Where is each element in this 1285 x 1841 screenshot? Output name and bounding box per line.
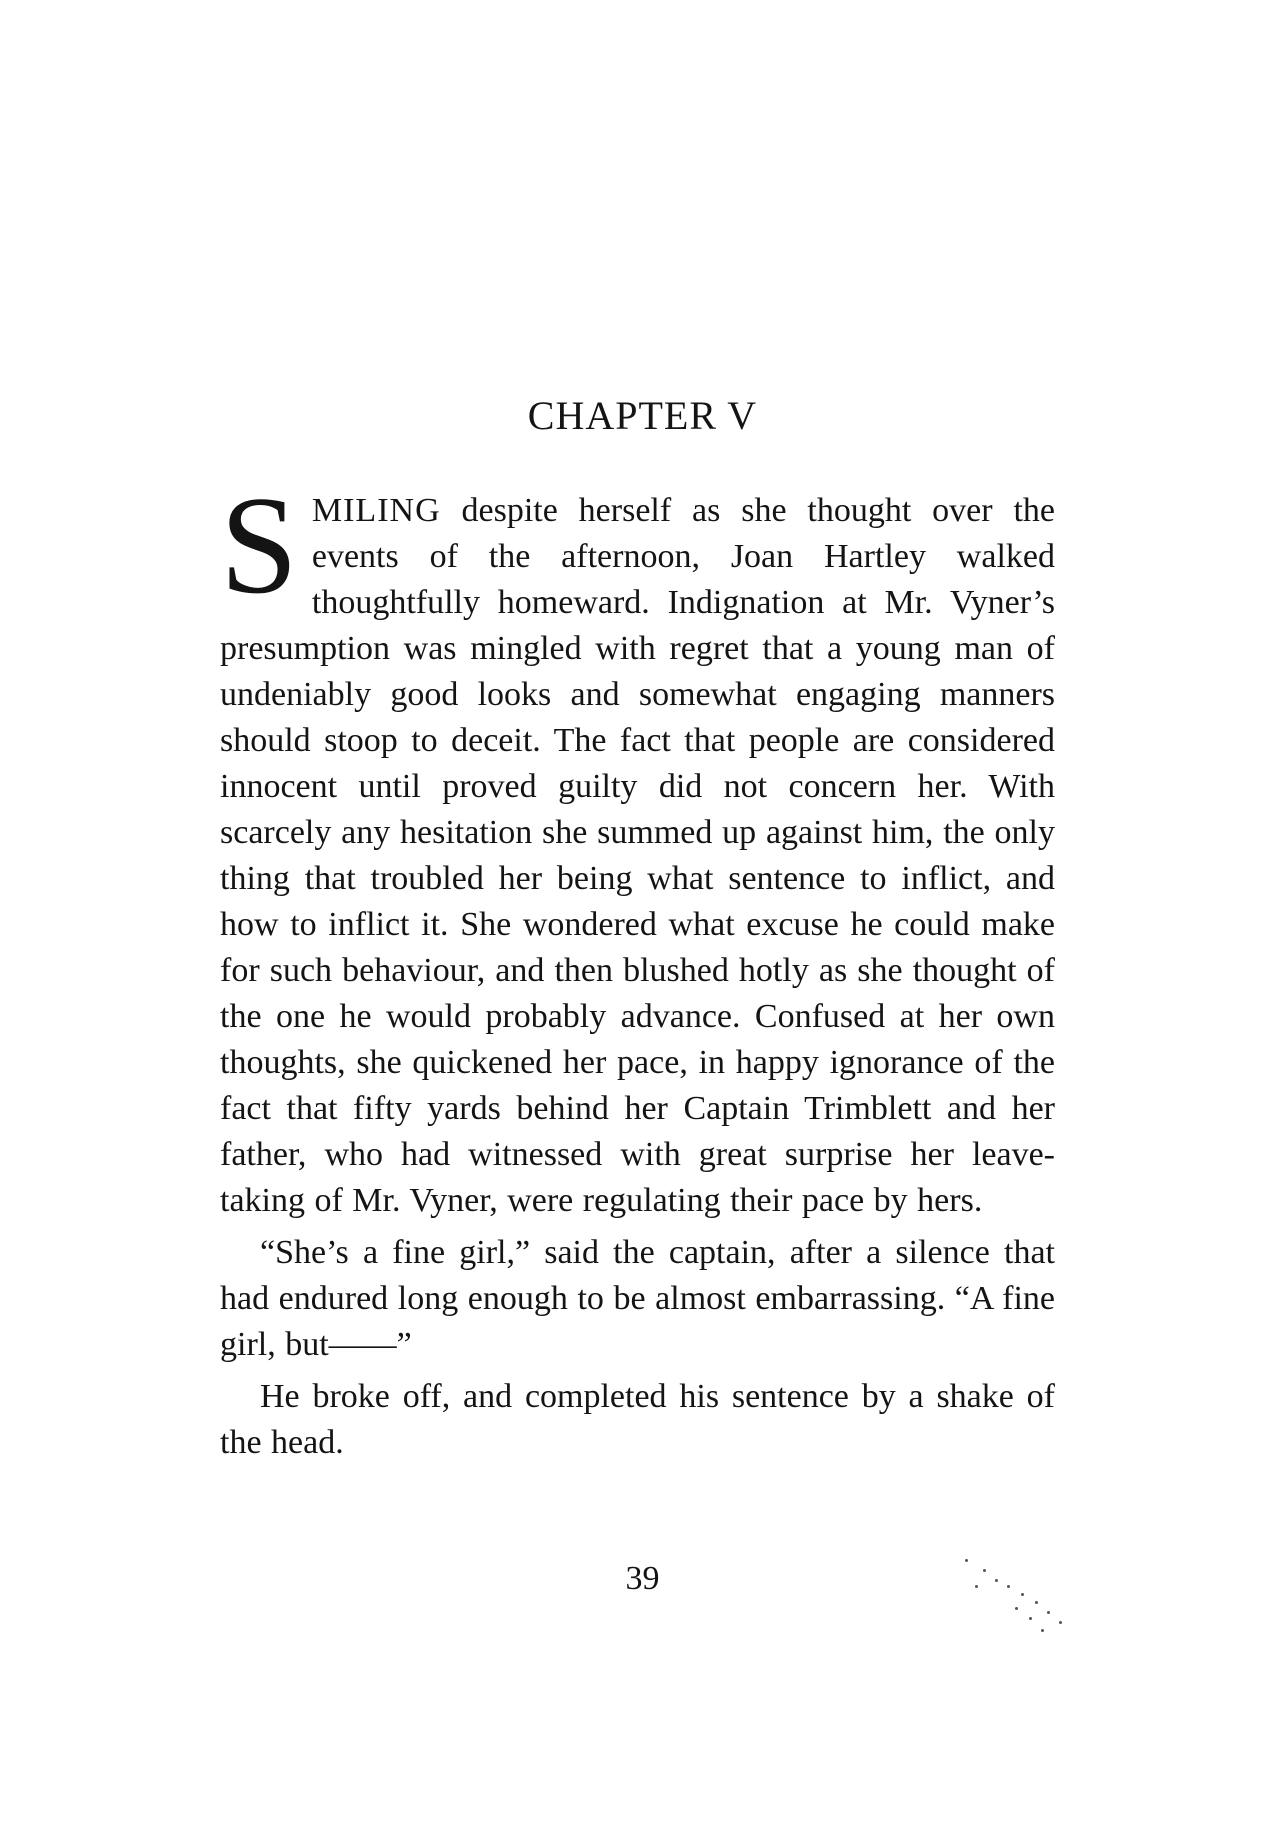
paragraph-3: He broke off, and completed his sentence by a shake of the head.	[220, 1378, 1055, 1461]
chapter-title: CHAPTER V	[527, 393, 758, 438]
chapter-body	[220, 468, 1055, 1466]
paper-specks	[955, 1555, 1075, 1665]
paragraph-1-text: despite herself as she thought over the events of the afternoon, Joan Hartley walked thoughtfully homeward. Indignation at Mr. Vyner’s presumption was mingled with regret that a young man of undeniably good looks and somewhat engaging manners should stoop to deceit. The fact that people are considered innocent until proved guilty did not concern her. With scarcely any hesitation she summed up against him, the only thing that troubled her being what sentence to inflict, and how to inflict it. She wondered what excuse he could make for such behaviour, and then blushed hotly as she thought of the one he would probably advance. Confused at her own thoughts, she quickened her pace, in happy ignorance of the fact that fifty yards behind her Captain Trimblett and her father, who had witnessed with great surprise her leave-taking of Mr. Vyner, were regulating their pace by hers.	[220, 492, 1055, 1219]
paragraph-1	[220, 468, 1055, 1224]
paragraph-2: “She’s a fine girl,” said the captain, after a silence that had endured long enough to be almost embarrassing. “A fine girl, but——”	[220, 1234, 1055, 1363]
page-number: 39	[625, 1560, 660, 1597]
drop-cap: S	[220, 468, 298, 623]
lead-word: MILING	[311, 492, 441, 529]
